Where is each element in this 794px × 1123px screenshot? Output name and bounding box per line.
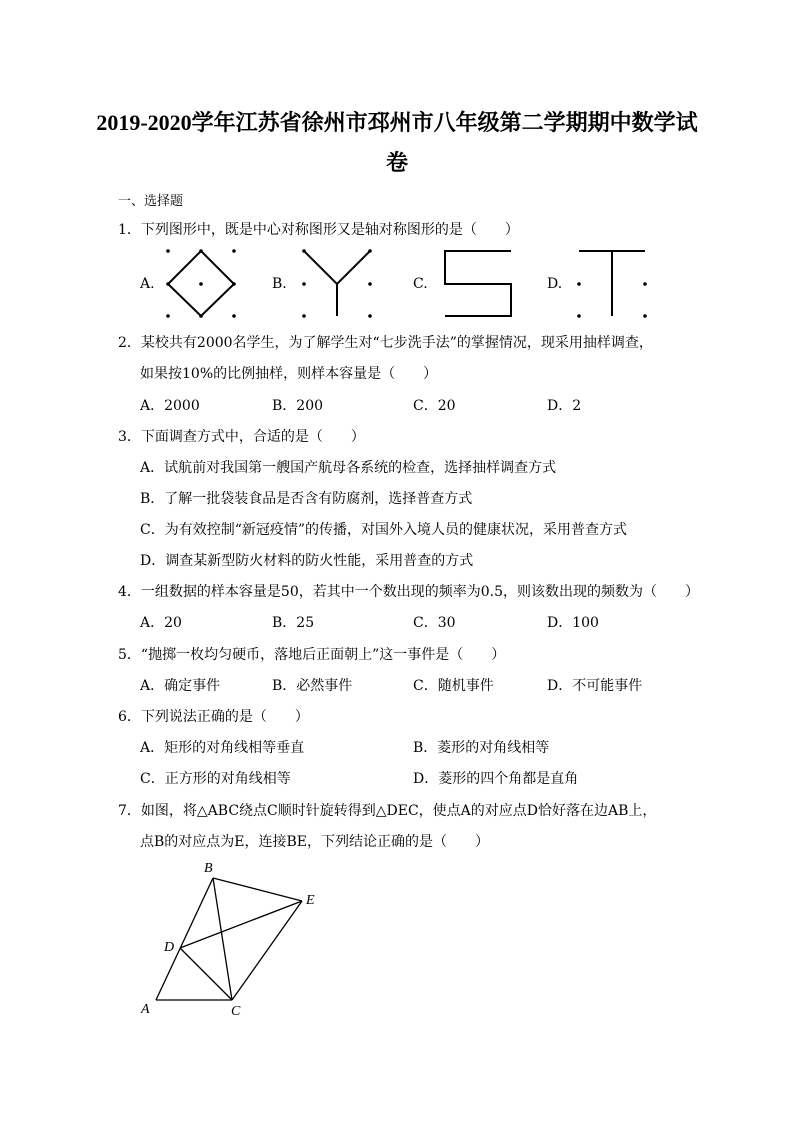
section-heading: 一、选择题: [118, 194, 184, 209]
q2-option-b: B．200: [272, 398, 324, 414]
q7-label-e: E: [306, 893, 315, 908]
q6-stem: 6．下列说法正确的是（ ）: [118, 709, 309, 725]
q3-option-c: C．为有效控制“新冠疫情”的传播，对国外入境人员的健康状况，采用普查方式: [140, 522, 628, 538]
q2-option-d: D．2: [547, 398, 582, 414]
q2-option-c: C．20: [413, 398, 456, 414]
q2-stem-line2: 如果按10%的比例抽样，则样本容量是（ ）: [140, 366, 438, 382]
q1-option-c-label: C.: [413, 276, 428, 292]
exam-title-line1: 2019-2020学年江苏省徐州市邳州市八年级第二学期期中数学试: [96, 110, 698, 135]
q5-option-d: D．不可能事件: [547, 678, 643, 694]
q6-option-c: C．正方形的对角线相等: [140, 771, 291, 787]
q4-option-c: C．30: [413, 615, 456, 631]
q1-figure-d: [571, 246, 651, 322]
q1-option-d-label: D.: [547, 276, 563, 292]
q4-option-b: B．25: [272, 615, 315, 631]
q4-option-a: A．20: [140, 615, 182, 631]
q2-stem-line1: 2．某校共有2000名学生，为了解学生对“七步洗手法”的掌握情况，现采用抽样调查，: [118, 335, 653, 351]
q6-option-a: A．矩形的对角线相等垂直: [140, 740, 305, 756]
q7-label-d: D: [164, 940, 175, 955]
q2-option-a: A．2000: [140, 398, 200, 414]
q5-option-a: A．确定事件: [140, 678, 221, 694]
q7-label-c: C: [231, 1004, 241, 1019]
q7-stem-line2: 点B的对应点为E，连接BE，下列结论正确的是（ ）: [140, 834, 490, 850]
q3-option-b: B．了解一批袋装食品是否含有防腐剂，选择普查方式: [140, 491, 473, 507]
q6-option-d: D．菱形的四个角都是直角: [413, 771, 579, 787]
q1-option-b-label: B.: [272, 276, 287, 292]
q7-stem-line1: 7．如图，将△ABC绕点C顺时针旋转得到△DEC，使点A的对应点D恰好落在边AB上，: [118, 803, 657, 819]
q1-figure-a: [160, 246, 240, 322]
exam-title-line2: 卷: [385, 150, 408, 175]
q3-option-a: A．试航前对我国第一艘国产航母各系统的检查，选择抽样调查方式: [140, 460, 557, 476]
q4-option-d: D．100: [547, 615, 599, 631]
q7-triangle-figure: [136, 858, 336, 1024]
q5-option-b: B．必然事件: [272, 678, 353, 694]
q1-stem: 1．下列图形中，既是中心对称图形又是轴对称图形的是（ ）: [118, 222, 519, 238]
q1-figure-b: [296, 246, 376, 322]
q5-stem: 5．“抛掷一枚均匀硬币，落地后正面朝上”这一事件是（ ）: [118, 647, 506, 663]
q5-option-c: C．随机事件: [413, 678, 494, 694]
q1-figure-c: [437, 246, 517, 322]
q7-label-b: B: [204, 861, 213, 876]
q1-option-a-label: A.: [140, 276, 155, 292]
q3-option-d: D．调查某新型防火材料的防火性能，采用普查的方式: [140, 553, 474, 569]
q3-stem: 3．下面调查方式中，合适的是（ ）: [118, 429, 365, 445]
q6-option-b: B．菱形的对角线相等: [413, 740, 550, 756]
q4-stem: 4．一组数据的样本容量是50，若其中一个数出现的频率为0.5，则该数出现的频数为（ ）: [118, 584, 699, 600]
q7-label-a: A: [141, 1002, 150, 1017]
